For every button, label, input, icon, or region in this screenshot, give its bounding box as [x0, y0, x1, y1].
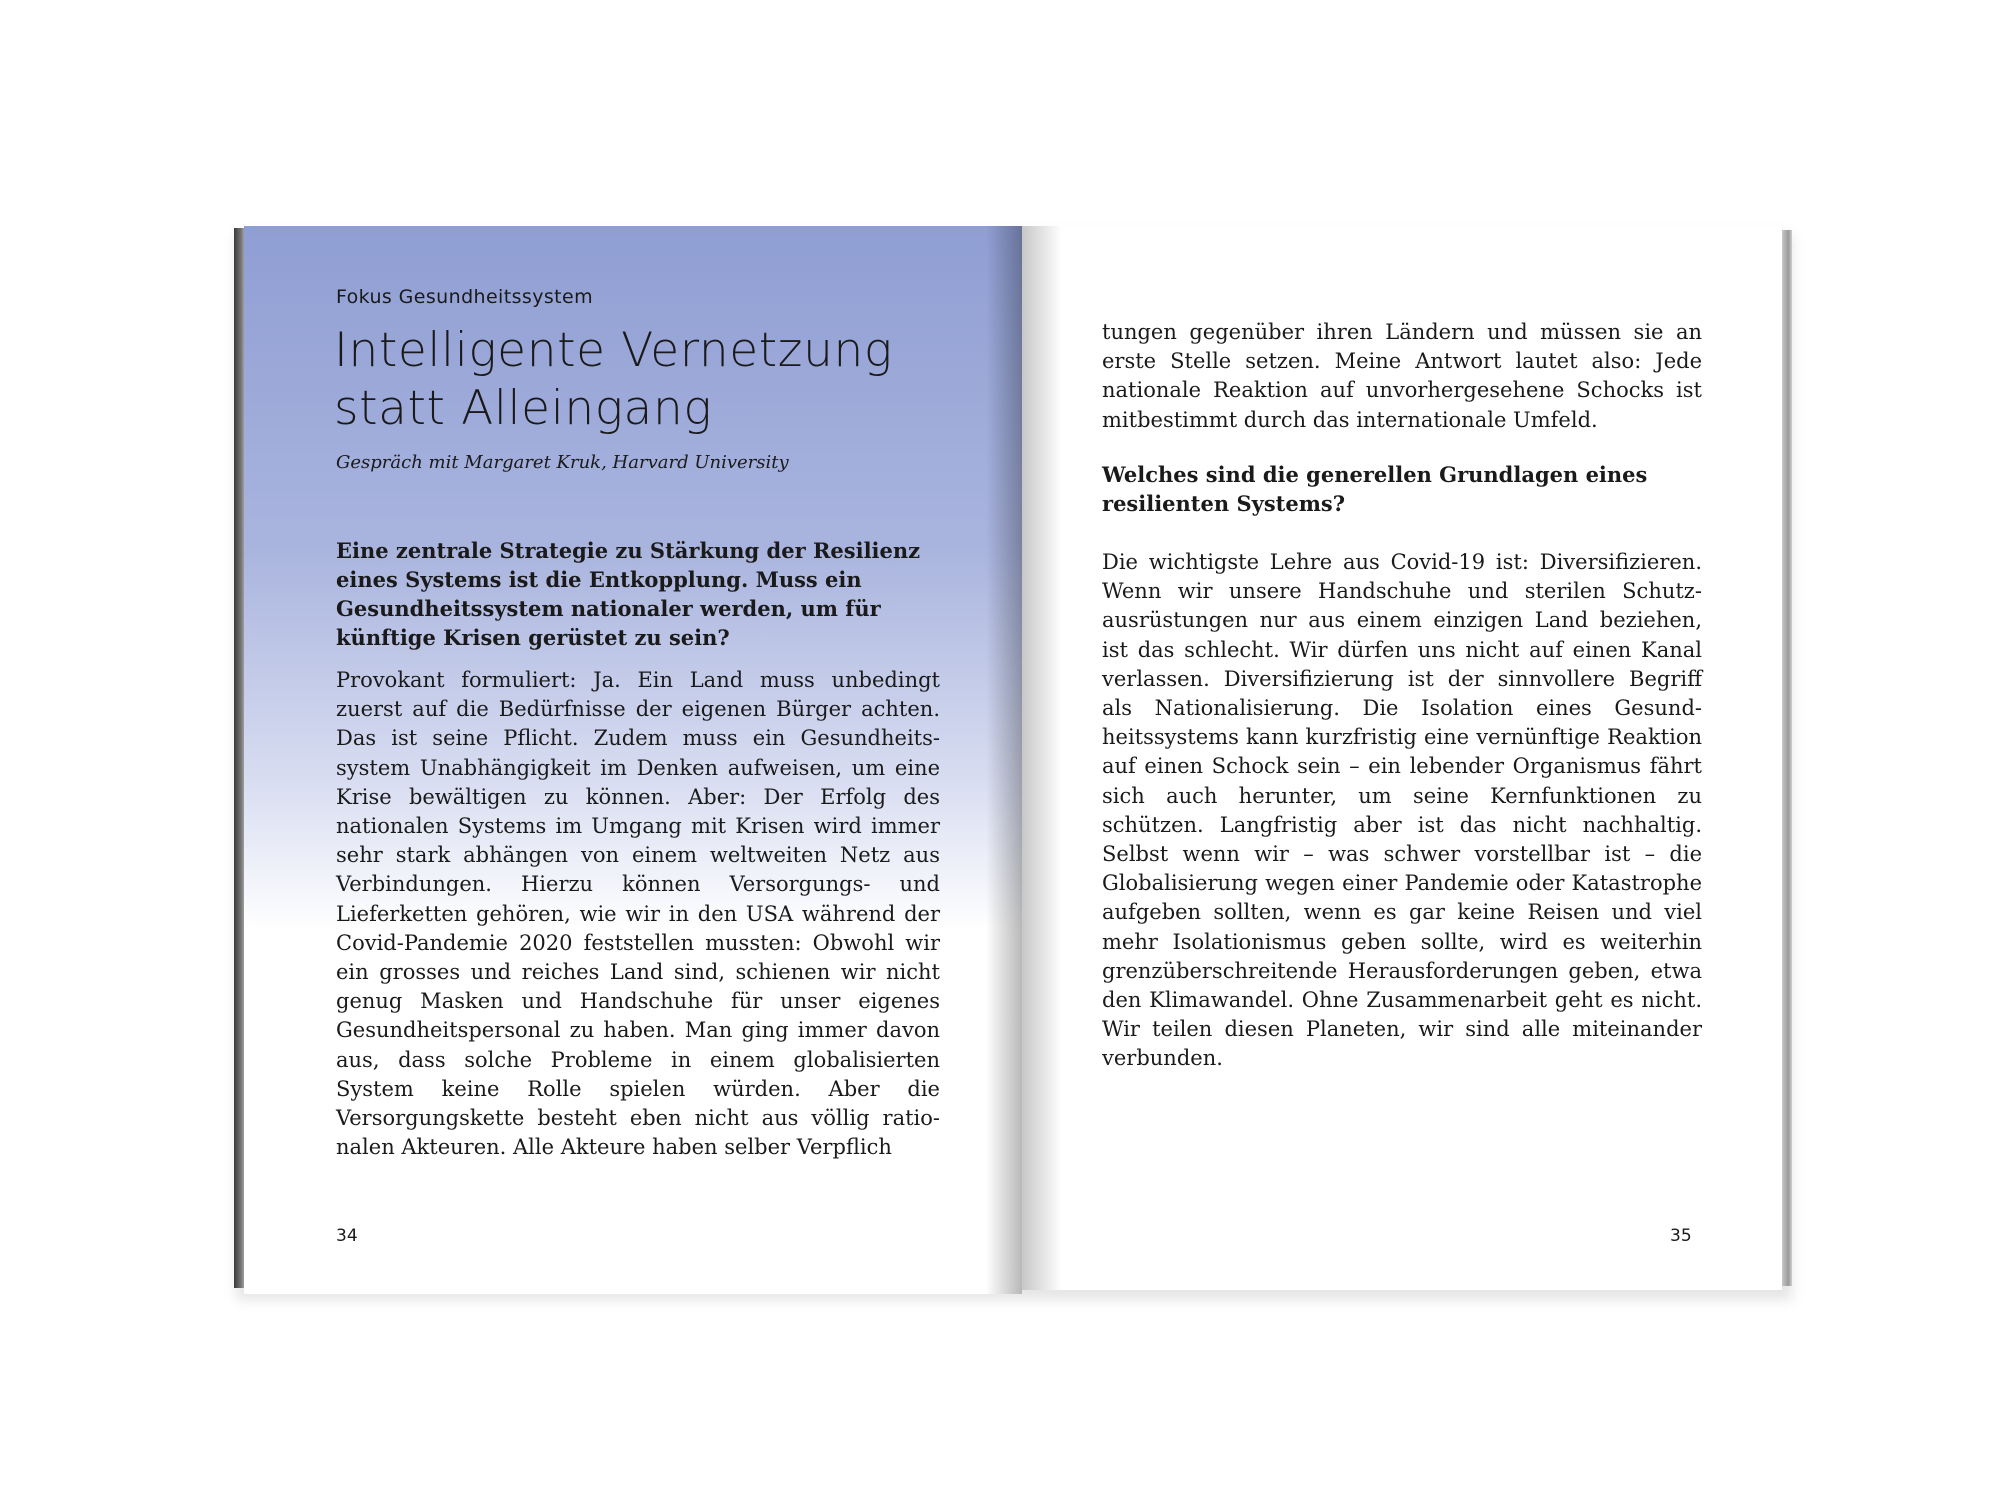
left-page [244, 226, 1022, 1294]
interview-question: Eine zentrale Strategie zu Stärkung der Resilienz eines Systems ist die Entkopplung. Muss ein Gesundheitssystem nationaler werden, um für künftige Krisen gerüstet zu sein? [336, 538, 921, 650]
gutter-shadow [1022, 226, 1062, 1290]
page-number: 35 [1670, 1226, 1692, 1246]
answer-continuation: tungen gegenüber ihren Ländern und müssen sie an erste Stelle setzen. Meine Antwort lautet also: Jede nationale Reaktion auf unvorhergesehene Schocks ist mitbestimmt durch das internationale Umfeld. [1102, 320, 1702, 432]
section-kicker: Fokus Gesundheitssystem [336, 286, 593, 308]
right-page [1022, 226, 1782, 1290]
gutter-shadow [986, 226, 1022, 1294]
interview-question: Welches sind die generellen Grundlagen eines resilienten Systems? [1102, 462, 1648, 516]
page-number: 34 [336, 1226, 358, 1246]
interview-answer: Provokant formuliert: Ja. Ein Land muss unbedingt zuerst auf die Bedürfnisse der eigenen Bürger achten. Das ist seine Pflicht. Zudem muss ein Gesundheitssystem Unabhängigkeit im Denken aufweisen, um eine Krise bewältigen zu können. Aber: Der Erfolg des nationalen Systems im Umgang mit Krisen wird immer sehr stark abhängen von einem weltweiten Netz aus Verbindungen. Hierzu können Versorgungs- und Lieferketten gehören, wie wir in den USA während der Covid-Pandemie 2020 feststellen mussten: Obwohl wir ein grosses und reiches Land sind, schienen wir nicht genug Masken und Handschuhe für unser eigenes Gesundheitspersonal zu haben. Man ging immer davon aus, dass solche Probleme in einem globalisierten System keine Rolle spielen würden. Aber die Versorgungskette besteht eben nicht aus völlig rationalen Akteuren. Alle Akteure haben selber Verpflich [336, 668, 940, 1160]
article-title: Intelligente Vernetzung statt Alleingang [334, 323, 893, 436]
interview-answer: Die wichtigste Lehre aus Covid-19 ist: Diversifizieren. Wenn wir unsere Handschuhe und sterilen Schutzausrüstungen nur aus einem einzigen Land beziehen, ist das schlecht. Wir dürfen uns nicht auf einen Kanal verlassen. Diversifizierung ist der sinnvollere Begriff als Nationalisierung. Die Isolation eines Gesundheitssystems kann kurzfristig eine vernünftige Reaktion auf einen Schock sein – ein lebender Organismus fährt sich auch herunter, um seine Kernfunktionen zu schützen. Langfristig aber ist das nicht nachhaltig. Selbst wenn wir – was schwer vorstellbar ist – die Globalisierung wegen einer Pandemie oder Katastrophe aufgeben sollten, wenn es gar keine Reisen und viel mehr Isolationismus geben sollte, wird es weiterhin grenzüberschreitende Herausforderungen geben, etwa den Klimawandel. Ohne Zusammenarbeit geht es nicht. Wir teilen diesen Planeten, wir sind alle miteinander verbunden. [1102, 550, 1702, 1071]
article-byline: Gespräch mit Margaret Kruk, Harvard University [336, 452, 789, 473]
